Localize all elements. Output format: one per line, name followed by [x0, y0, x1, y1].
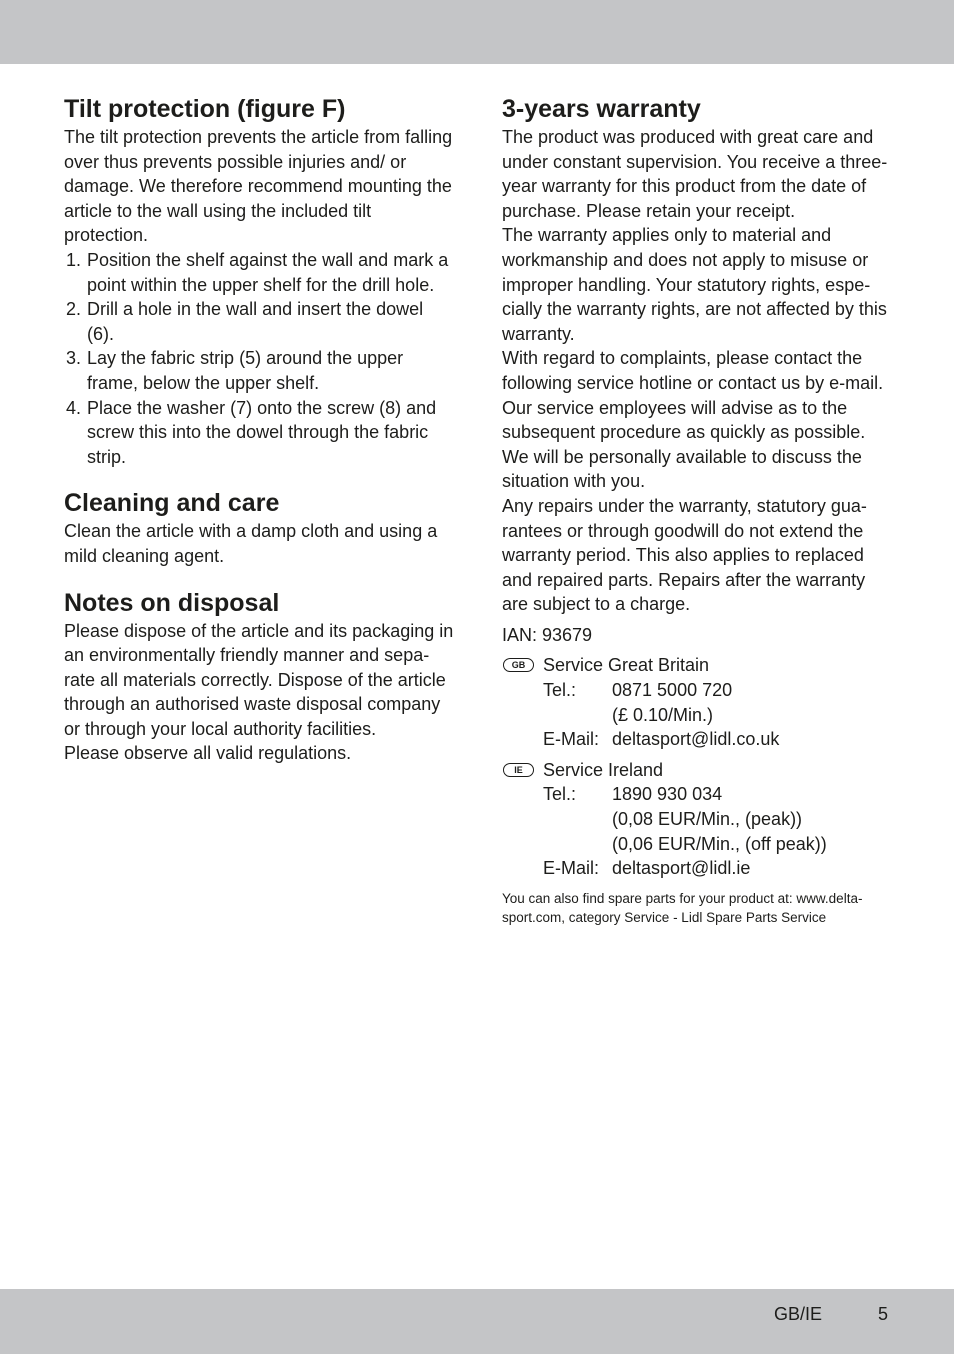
- step-number: 4.: [66, 397, 82, 418]
- footer-language-code: GB/IE: [774, 1304, 823, 1324]
- header-band: [0, 0, 954, 64]
- gb-country-badge-icon: GB: [503, 658, 534, 672]
- warranty-paragraph: Any repairs under the warranty, statutory gua-rantees or through goodwill do not extend the warranty period. This also applies to replaced and repaired parts. Repairs after the warranty are subject to a charge.: [502, 495, 867, 615]
- spare-parts-note: You can also find spare parts for your product at: www.delta-sport.com, category Service - Lidl Spare Parts Service: [502, 890, 863, 925]
- warranty-heading: 3-years warranty: [502, 95, 701, 123]
- step-text: Position the shelf against the wall and mark a point within the upper shelf for the drill hole.: [87, 249, 449, 295]
- step-number: 3.: [66, 348, 82, 369]
- mounting-step: [64, 396, 454, 470]
- email-label: E-Mail:: [543, 729, 600, 750]
- warranty-paragraph: With regard to complaints, please contact the following service hotline or contact us by e-mail. Our service employees will advise as to the subsequent procedure as quickly as possible. We will be personally available to discuss the situation with you.: [502, 348, 884, 492]
- warranty-paragraph: The product was produced with great care and under constant supervision. You receive a three-year warranty for this product from the date of purchase. Please retain your receipt.: [502, 127, 888, 221]
- tilt-protection-intro: The tilt protection prevents the article from falling over thus prevents possible injuries and/ or damage. We therefore recommend mounting the article to the wall using the included tilt protection.: [64, 127, 453, 246]
- disposal-text: Please dispose of the article and its packaging in an environmentally friendly manner and sepa-rate all materials correctly. Dispose of the article through an authorised waste disposal company or through your local authority facilities.: [64, 620, 454, 739]
- step-number: 2.: [66, 299, 82, 320]
- tel-number[interactable]: 1890 930 034: [612, 784, 723, 805]
- warranty-paragraph: The warranty applies only to material and workmanship and does not apply to misuse or improper handling. Your statutory rights, espe-cially the warranty rights, are not affected by this warranty.: [502, 225, 887, 344]
- cleaning-text: Clean the article with a damp cloth and using a mild cleaning agent.: [64, 521, 438, 566]
- tel-rate: (£ 0.10/Min.): [612, 704, 714, 725]
- tel-label: Tel.:: [543, 680, 577, 701]
- email-label: E-Mail:: [543, 858, 600, 879]
- service-ireland: [502, 758, 894, 881]
- step-text: Lay the fabric strip (5) around the upper frame, below the upper shelf.: [87, 348, 404, 393]
- service-title: Service Great Britain: [543, 655, 710, 676]
- ian-number: IAN: 93679: [502, 624, 593, 645]
- step-text: Place the washer (7) onto the screw (8) and screw this into the dowel through the fabric strip.: [87, 397, 437, 467]
- mounting-step: [64, 346, 454, 395]
- tel-number[interactable]: 0871 5000 720: [612, 680, 733, 701]
- step-text: Drill a hole in the wall and insert the dowel (6).: [87, 299, 424, 344]
- mounting-steps: [64, 248, 454, 469]
- service-title: Service Ireland: [543, 759, 664, 780]
- disposal-regulations: Please observe all valid regulations.: [64, 743, 352, 764]
- cleaning-heading: Cleaning and care: [64, 489, 280, 518]
- service-great-britain: [502, 653, 894, 751]
- mounting-step: [64, 248, 454, 297]
- tel-rate-off-peak: (0,06 EUR/Min., (off peak)): [612, 833, 827, 854]
- tel-label: Tel.:: [543, 784, 577, 805]
- disposal-heading: Notes on disposal: [64, 588, 280, 617]
- email-link[interactable]: deltasport@lidl.ie: [612, 858, 751, 879]
- left-column: [64, 93, 454, 766]
- right-column: [502, 93, 894, 927]
- mounting-step: [64, 297, 454, 346]
- ie-country-badge-icon: IE: [503, 763, 534, 777]
- tilt-protection-heading: Tilt protection (figure F): [64, 95, 346, 123]
- email-link[interactable]: deltasport@lidl.co.uk: [612, 729, 780, 750]
- step-number: 1.: [66, 249, 82, 270]
- tel-rate-peak: (0,08 EUR/Min., (peak)): [612, 809, 803, 830]
- page-number: 5: [878, 1304, 889, 1324]
